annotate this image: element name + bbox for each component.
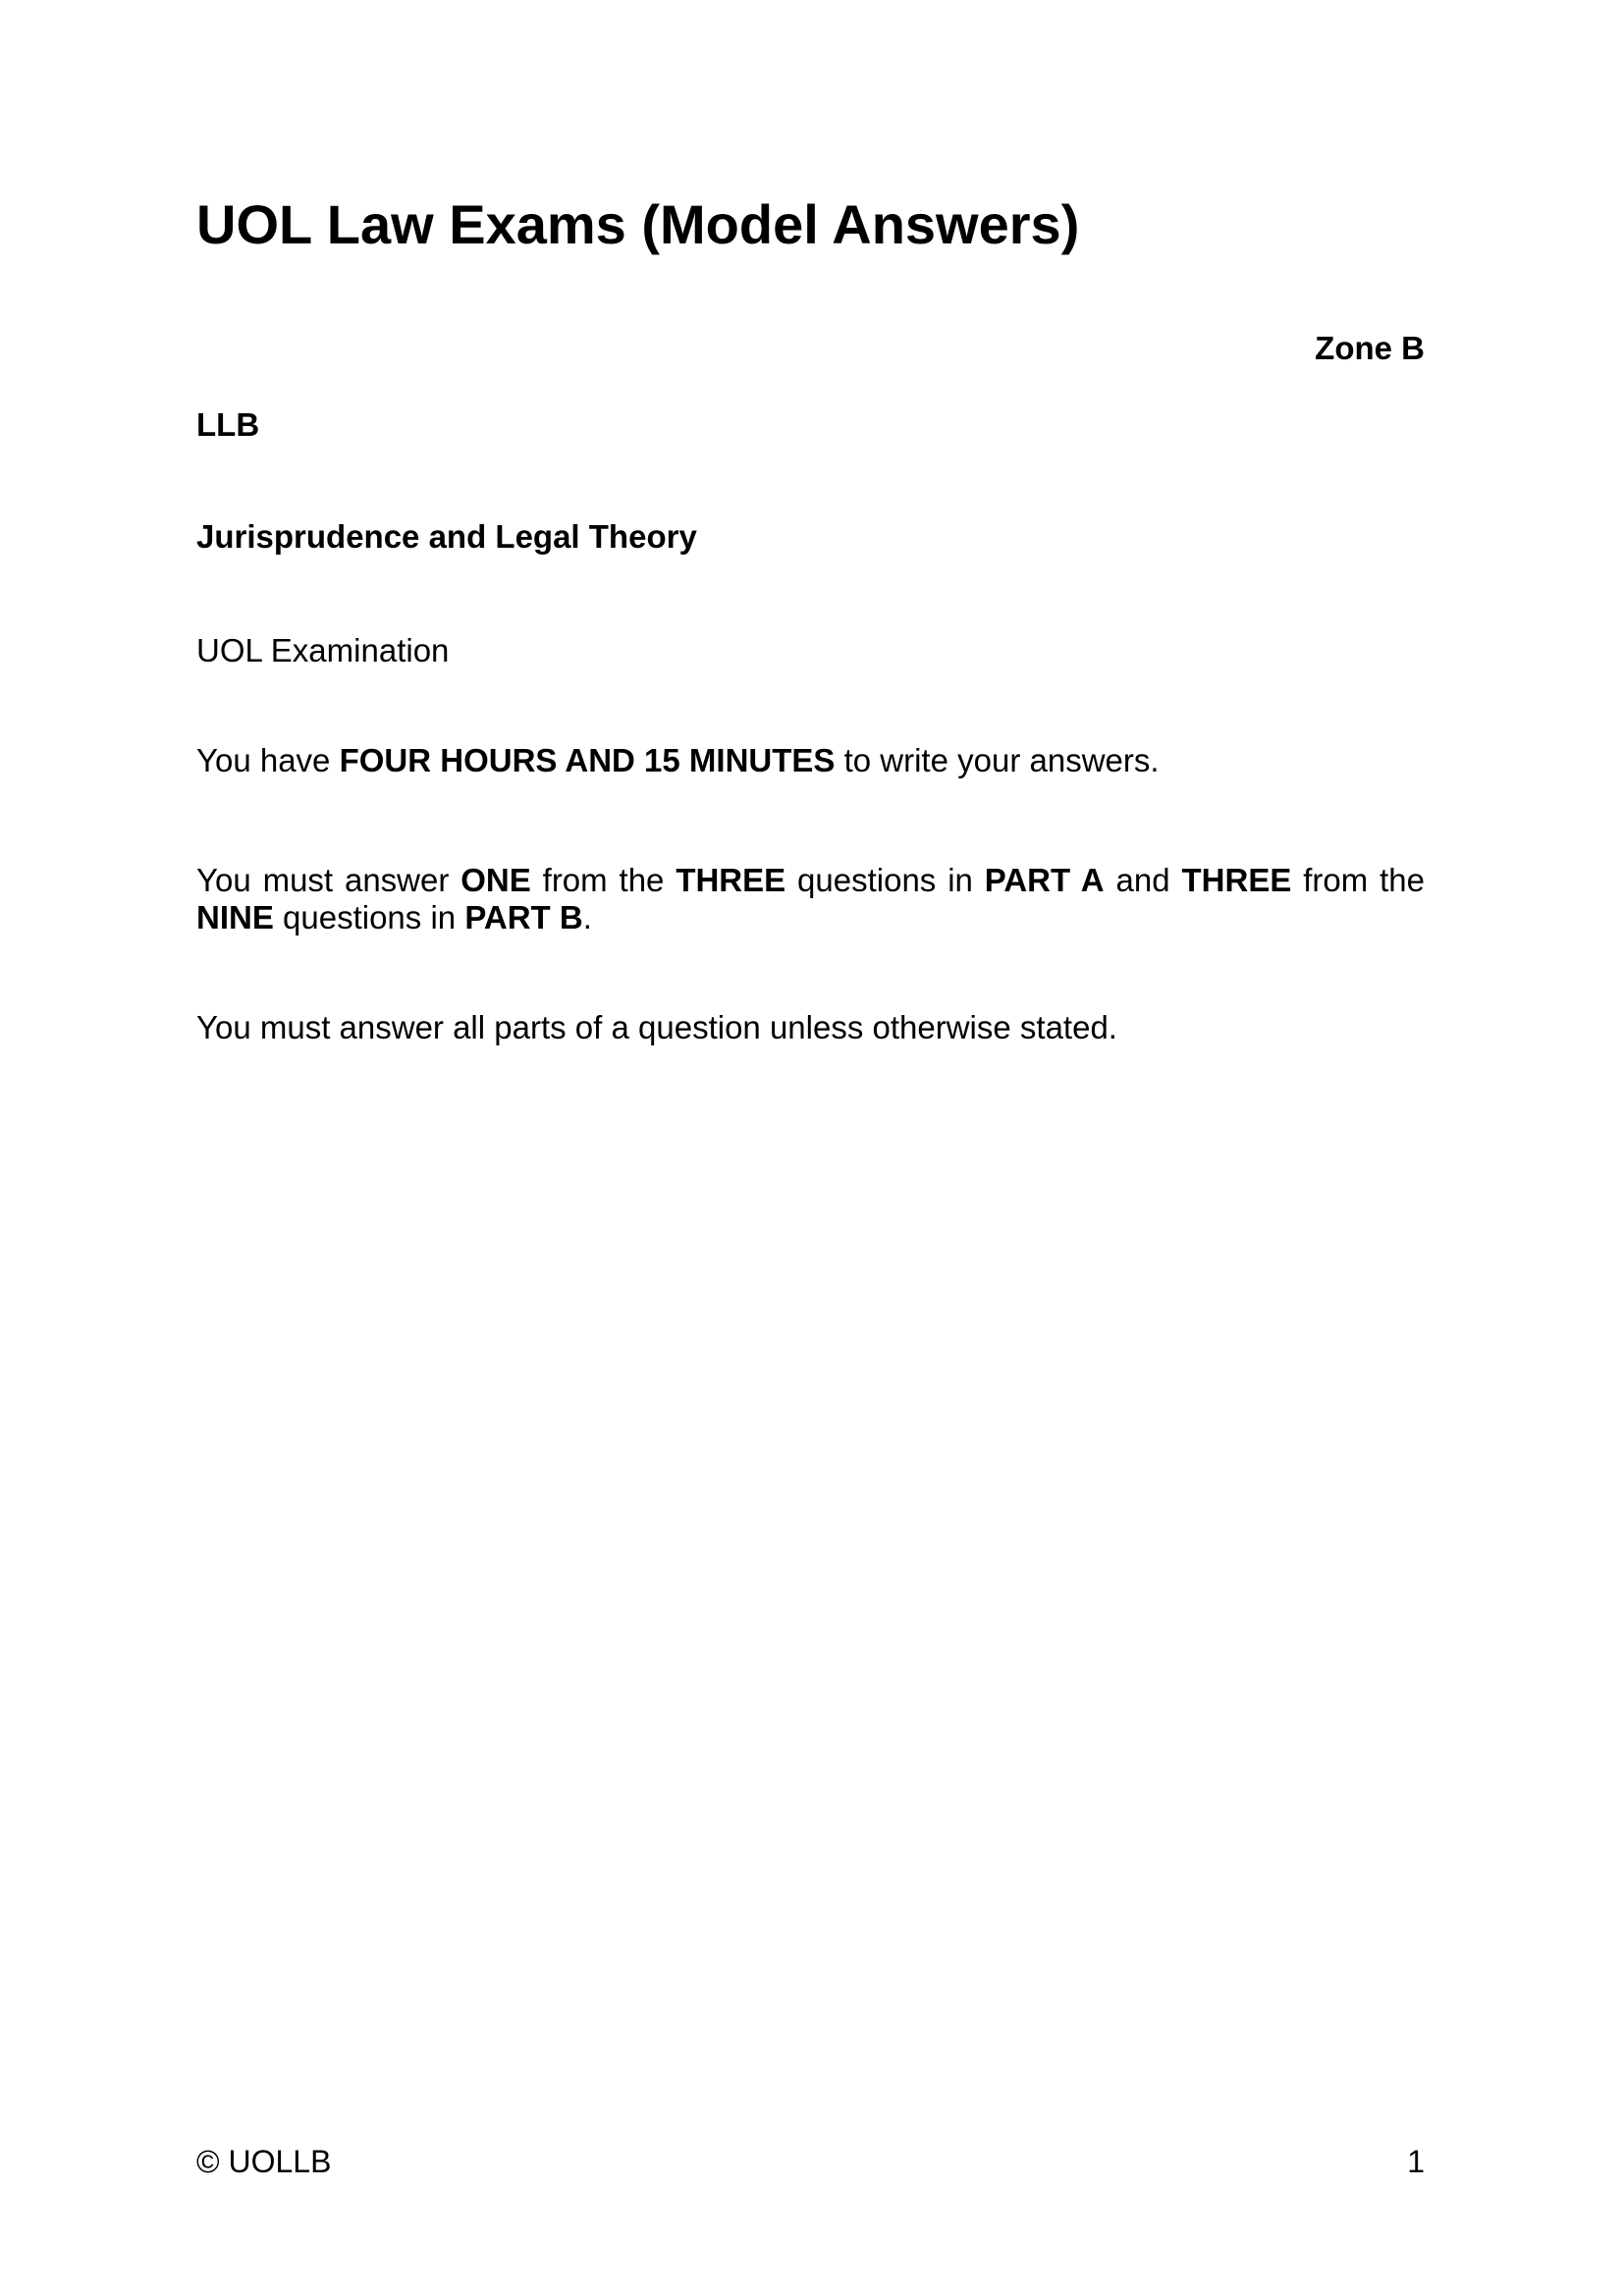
zone-label: Zone B <box>1315 330 1425 366</box>
degree-label: LLB <box>196 406 260 443</box>
instruction-all-parts: You must answer all parts of a question unless otherwise stated. <box>196 1009 1117 1045</box>
document-title: UOL Law Exams (Model Answers) <box>196 193 1080 255</box>
footer-copyright: © UOLLB <box>196 2144 332 2179</box>
exam-type-label: UOL Examination <box>196 632 450 668</box>
instruction-question-selection: You must answer ONE from the THREE questions in PART A and THREE from the NINE questions in PART B. <box>196 862 1425 935</box>
footer-page-number: 1 <box>1407 2144 1425 2179</box>
instruction-duration: You have FOUR HOURS AND 15 MINUTES to write your answers. <box>196 742 1160 778</box>
module-title: Jurisprudence and Legal Theory <box>196 518 697 555</box>
document-content <box>0 0 1623 1046</box>
page-footer <box>196 2143 1425 2180</box>
